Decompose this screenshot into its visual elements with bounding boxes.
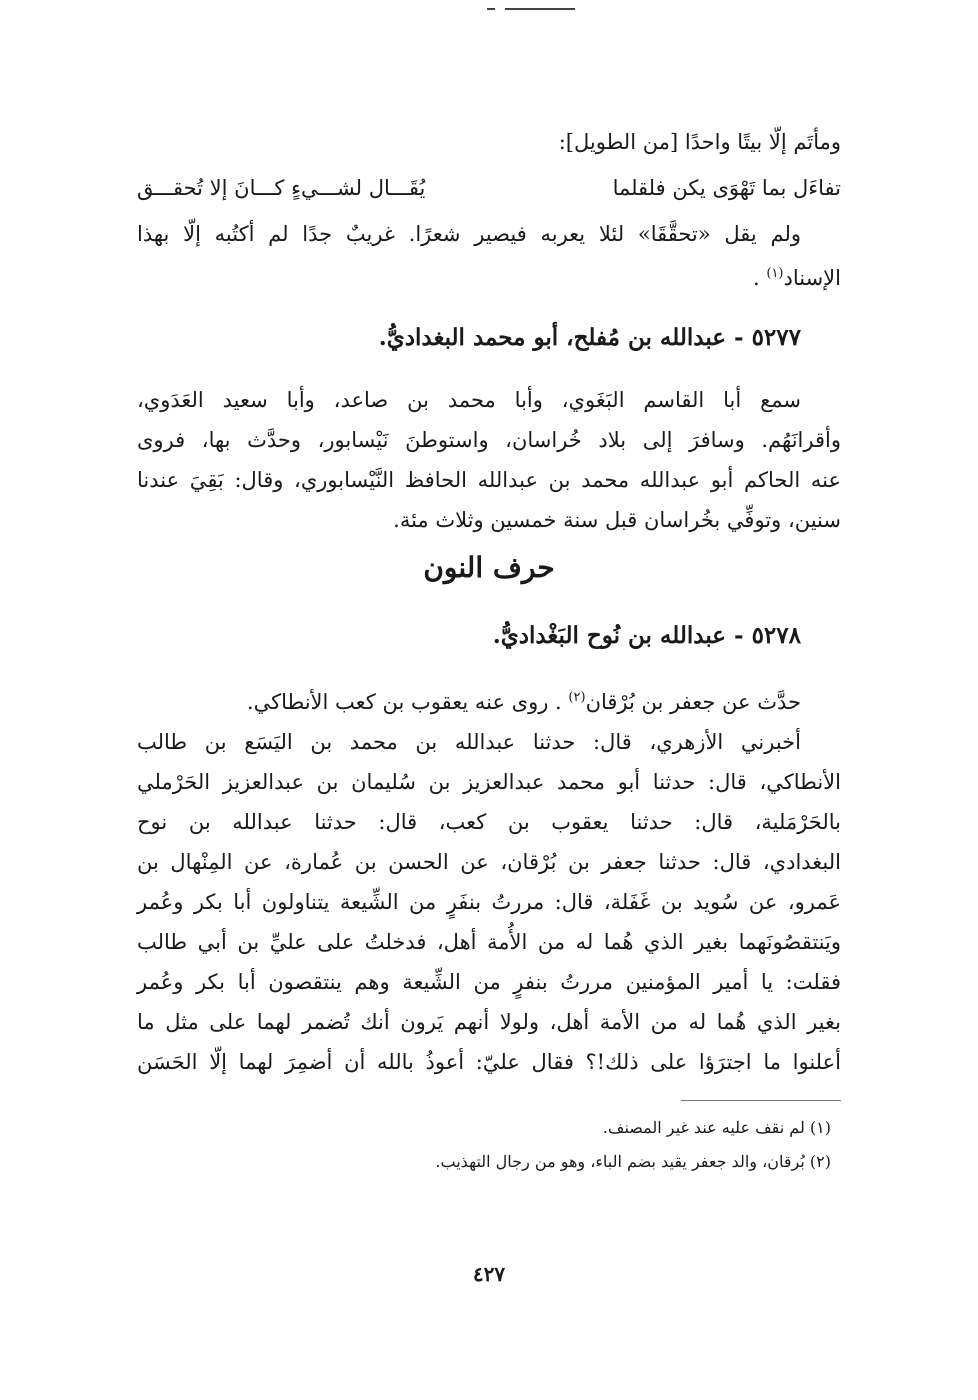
entry-5278-line: الأنطاكي، قال: حدثنا أبو محمد عبدالعزيز بن سُليمان بن عبدالعزيز الحَرْملي: [137, 770, 841, 794]
entry-5277-line: وأقرانَهُم. وسافرَ إلى بلاد خُراسان، واستوطنَ نَيْسابور، وحدَّث بها، فروى: [137, 428, 841, 452]
footnote-2: (٢) بُرقان، والد جعفر يقيد بضم الباء، وهو من رجال التهذيب.: [435, 1152, 831, 1171]
entry-5278-first-line: [137, 678, 841, 722]
entry-5278-line: أخبرني الأزهري، قال: حدثنا عبدالله بن محمد بن اليَسَع بن طالب: [137, 730, 801, 754]
after-poem-line-1: ولم يقل «تحقَّقَا» لئلا يعربه فيصير شعرًا. غريبٌ جدًا لم أكتُبه إلّا بهذا: [137, 222, 801, 246]
entry-5278-line: عَمرو، عن سُويد بن غَفَلة، قال: مررتُ بنفَرٍ من الشِّيعة يتناولون أبا بكر وعُمر: [137, 890, 841, 914]
poem-second-hemistich: تفاءَل بما تَهْوَى يكن فلقلما: [612, 176, 841, 200]
intro-line: ومأتَم إلّا بيتًا واحدًا [من الطويل]:: [558, 130, 841, 154]
footnote-ref-1[interactable]: (١): [766, 266, 784, 281]
top-rule: [505, 8, 575, 10]
entry-5277-line: سمع أبا القاسم البَغَوي، وأبا محمد بن صاعد، وأبا سعيد العَدَوي،: [137, 388, 801, 412]
entry-5278-line: البغدادي، قال: حدثنا جعفر بن بُرْقان، عن الحسن بن عُمارة، عن المِنْهال بن: [137, 850, 841, 874]
entry-5277-heading: ٥٢٧٧ - عبدالله بن مُفلح، أبو محمد البغداديُّ.: [378, 324, 801, 351]
entry-5277-line: سنين، وتوفِّي بخُراسان قبل سنة خمسين وثلاث مئة.: [393, 508, 841, 532]
entry-5278-first-line-b: . روى عنه يعقوب بن كعب الأنطاكي.: [246, 690, 569, 714]
footnote-separator: [681, 1100, 841, 1101]
entry-5278-line: ويَنتقصُونَهما بغير الذي هُما له من الأُمة أهل، فدخلتُ على عليِّ بن أبي طالب: [137, 930, 841, 954]
footnote-ref-2[interactable]: (٢): [568, 690, 586, 705]
entry-5278-line: أعلنوا ما اجترَؤا على ذلك!؟ فقال عليّ: أعوذُ بالله أن أضمِرَ لهما إلّا الحَسَن: [137, 1050, 841, 1074]
after-poem-line-2-end: .: [753, 266, 767, 290]
entry-5277-line: عنه الحاكم أبو عبدالله محمد بن عبدالله الحافظ النَّيْسابوري، وقال: بَقِيَ عندنا: [137, 468, 841, 492]
page-content: [137, 122, 841, 1179]
entry-5278-line: بالحَرْمَلية، قال: حدثنا يعقوب بن كعب، قال: حدثنا عبدالله بن نوح: [137, 810, 841, 834]
after-poem-line-2: [137, 254, 841, 298]
section-heading: حرف النون: [423, 551, 555, 584]
entry-5278-line: بغير الذي هُما له من الأمة أهل، ولولا أنهم يَرون أنك تُضمر لهما على مثل ما: [137, 1010, 841, 1034]
footnote-1: (١) لم نقف عليه عند غير المصنف.: [602, 1118, 831, 1137]
page-number: ٤٢٧: [472, 1262, 506, 1286]
entry-5278-first-line-a: حدَّث عن جعفر بن بُرْقان: [585, 690, 801, 714]
poem-first-hemistich: يُقَـــال لشـــيءٍ كـــانَ إلا تُحقـــق: [137, 176, 426, 200]
after-poem-line-2-text: الإسناد: [783, 266, 841, 290]
entry-5278-heading: ٥٢٧٨ - عبدالله بن نُوح البَغْداديُّ.: [492, 622, 801, 649]
poem-verse: [137, 168, 841, 208]
entry-5278-line: فقلت: يا أمير المؤمنين مررتُ بنفرٍ من الشِّيعة وهم ينتقصون أبا بكر وعُمر: [137, 970, 841, 994]
